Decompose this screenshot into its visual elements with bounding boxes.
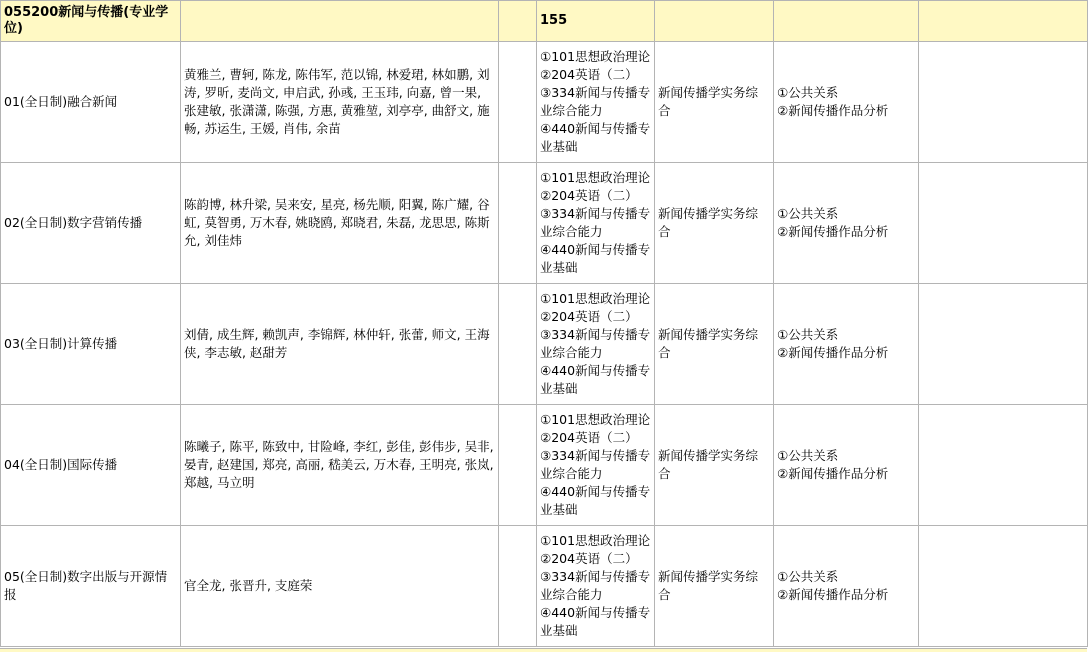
major-title: 055200新闻与传播(专业学位) [4, 5, 169, 36]
retest-subject: 新闻传播学实务综合 [658, 569, 759, 602]
retest-subject: 新闻传播学实务综合 [658, 85, 759, 118]
empty-cell[interactable] [499, 1, 537, 42]
exam-subject: ①101思想政治理论 [540, 170, 651, 185]
major-title-cell[interactable] [1, 1, 181, 42]
extra-subject: ②新闻传播作品分析 [777, 587, 889, 602]
exam-subject: ①101思想政治理论 [540, 533, 651, 548]
exam-subject: ②204英语（二） [540, 551, 638, 566]
exam-subject: ④440新闻与传播专业基础 [540, 484, 651, 517]
advisor-list: 黄雅兰, 曹轲, 陈龙, 陈伟军, 范以锦, 林爱珺, 林如鹏, 刘涛, 罗昕, 麦尚文, 申启武, 孙彧, 王玉玮, 向嘉, 曾一果, 张建敏, 张潇潇, 陈强, 方惠, 黄雅堃, 刘亭亭, 曲舒文, 施畅, 苏运生, 王媛, 肖伟, 余苗 [184, 67, 490, 136]
table-row [1, 526, 1088, 647]
advisors-cell[interactable] [181, 526, 499, 647]
empty-cell[interactable] [919, 163, 1088, 284]
retest-cell[interactable] [655, 163, 774, 284]
table-row [1, 42, 1088, 163]
exam-subjects-cell[interactable] [537, 526, 655, 647]
exam-subject: ①101思想政治理论 [540, 412, 651, 427]
retest-cell[interactable] [655, 42, 774, 163]
exam-subject: ②204英语（二） [540, 188, 638, 203]
exam-subjects-cell[interactable] [537, 284, 655, 405]
table-row [1, 405, 1088, 526]
empty-cell[interactable] [499, 526, 537, 647]
exam-subjects-cell[interactable] [537, 405, 655, 526]
exam-subject: ③334新闻与传播专业综合能力 [540, 448, 651, 481]
exam-subject: ③334新闻与传播专业综合能力 [540, 85, 651, 118]
exam-subject: ③334新闻与传播专业综合能力 [540, 569, 651, 602]
direction-name: 01(全日制)融合新闻 [4, 94, 118, 109]
empty-cell[interactable] [499, 405, 537, 526]
empty-cell[interactable] [655, 1, 774, 42]
extra-subject: ②新闻传播作品分析 [777, 103, 889, 118]
extra-subject: ①公共关系 [777, 85, 839, 100]
exam-subject: ②204英语（二） [540, 67, 638, 82]
exam-subject: ②204英语（二） [540, 309, 638, 324]
next-row-strip [0, 648, 1087, 652]
advisor-list: 官全龙, 张晋升, 支庭荣 [184, 578, 313, 593]
extra-exam-cell[interactable] [774, 163, 919, 284]
direction-cell[interactable] [1, 405, 181, 526]
extra-exam-cell[interactable] [774, 405, 919, 526]
direction-name: 04(全日制)国际传播 [4, 457, 118, 472]
exam-subjects-cell[interactable] [537, 163, 655, 284]
empty-cell[interactable] [499, 163, 537, 284]
empty-cell[interactable] [774, 1, 919, 42]
retest-subject: 新闻传播学实务综合 [658, 448, 759, 481]
extra-subject: ①公共关系 [777, 327, 839, 342]
empty-cell[interactable] [919, 526, 1088, 647]
table-row [1, 284, 1088, 405]
exam-subject: ①101思想政治理论 [540, 49, 651, 64]
direction-cell[interactable] [1, 284, 181, 405]
empty-cell[interactable] [919, 42, 1088, 163]
extra-subject: ②新闻传播作品分析 [777, 345, 889, 360]
direction-name: 02(全日制)数字营销传播 [4, 215, 143, 230]
advisors-cell[interactable] [181, 284, 499, 405]
retest-cell[interactable] [655, 284, 774, 405]
extra-exam-cell[interactable] [774, 42, 919, 163]
advisors-cell[interactable] [181, 42, 499, 163]
enrollment-count: 155 [540, 13, 568, 28]
extra-exam-cell[interactable] [774, 284, 919, 405]
extra-subject: ①公共关系 [777, 206, 839, 221]
exam-subject: ④440新闻与传播专业基础 [540, 242, 651, 275]
direction-name: 03(全日制)计算传播 [4, 336, 118, 351]
exam-subjects-cell[interactable] [537, 42, 655, 163]
retest-cell[interactable] [655, 405, 774, 526]
retest-subject: 新闻传播学实务综合 [658, 327, 759, 360]
direction-cell[interactable] [1, 526, 181, 647]
direction-name: 05(全日制)数字出版与开源情报 [4, 569, 168, 602]
exam-subject: ④440新闻与传播专业基础 [540, 363, 651, 396]
extra-subject: ①公共关系 [777, 448, 839, 463]
empty-cell[interactable] [919, 405, 1088, 526]
advisor-list: 陈韵博, 林升梁, 吴来安, 星亮, 杨先顺, 阳翼, 陈广耀, 谷虹, 莫智勇, 万木春, 姚晓鸥, 郑晓君, 朱磊, 龙思思, 陈斯允, 刘佳炜 [184, 197, 490, 248]
exam-subject: ①101思想政治理论 [540, 291, 651, 306]
empty-cell[interactable] [919, 1, 1088, 42]
extra-subject: ①公共关系 [777, 569, 839, 584]
enrollment-cell[interactable] [537, 1, 655, 42]
direction-cell[interactable] [1, 163, 181, 284]
major-header-row [1, 1, 1088, 42]
advisors-cell[interactable] [181, 405, 499, 526]
empty-cell[interactable] [499, 42, 537, 163]
advisor-list: 陈曦子, 陈平, 陈致中, 甘险峰, 李红, 彭佳, 彭伟步, 吴非, 晏青, 赵建国, 郑亮, 高丽, 嵇美云, 万木春, 王明亮, 张岚, 郑越, 马立明 [184, 439, 494, 490]
exam-subject: ④440新闻与传播专业基础 [540, 121, 651, 154]
empty-cell[interactable] [919, 284, 1088, 405]
direction-cell[interactable] [1, 42, 181, 163]
table-row [1, 163, 1088, 284]
exam-subject: ③334新闻与传播专业综合能力 [540, 327, 651, 360]
extra-subject: ②新闻传播作品分析 [777, 224, 889, 239]
retest-cell[interactable] [655, 526, 774, 647]
empty-cell[interactable] [181, 1, 499, 42]
advisor-list: 刘倩, 成生辉, 赖凯声, 李锦辉, 林仲轩, 张蕾, 师文, 王海侠, 李志敏, 赵甜芳 [184, 327, 490, 360]
exam-subject: ④440新闻与传播专业基础 [540, 605, 651, 638]
exam-subject: ②204英语（二） [540, 430, 638, 445]
extra-subject: ②新闻传播作品分析 [777, 466, 889, 481]
advisors-cell[interactable] [181, 163, 499, 284]
exam-subject: ③334新闻与传播专业综合能力 [540, 206, 651, 239]
empty-cell[interactable] [499, 284, 537, 405]
retest-subject: 新闻传播学实务综合 [658, 206, 759, 239]
extra-exam-cell[interactable] [774, 526, 919, 647]
